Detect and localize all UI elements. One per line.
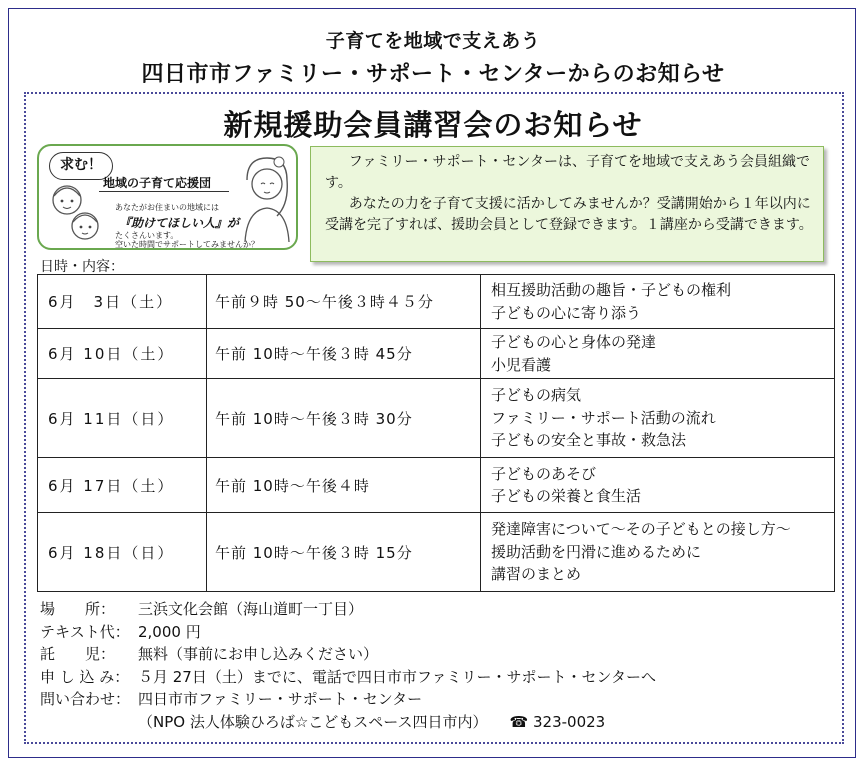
venue-row	[40, 598, 656, 621]
header-tagline: 子育てを地域で支えあう	[325, 30, 541, 52]
topic-cell	[481, 513, 835, 592]
contact-label: 問い合わせ：	[40, 690, 131, 708]
contact-org: 四日市市ファミリー・サポート・センター	[138, 690, 423, 708]
table-row	[38, 513, 835, 592]
contact-sub: （NPO 法人体験ひろば☆こどもスペース四日市内）	[138, 712, 488, 731]
date-cell: 6月 17日（土）	[38, 458, 207, 513]
info-paragraph-1: ファミリー・サポート・センターは、子育てを地域で支えあう会員組織です。	[325, 154, 810, 191]
childcare-label: 託 児：	[40, 645, 116, 663]
topic-line: 相互援助活動の趣旨・子どもの権利	[491, 281, 732, 299]
time-cell: 午前 10時～午後３時 15分	[207, 513, 481, 592]
time-cell: 午前 10時～午後３時 30分	[207, 379, 481, 458]
topic-line: 子どもの病気	[491, 386, 582, 405]
apply-value: ５月 27日（土）までに、電話で四日市市ファミリー・サポート・センターへ	[138, 667, 656, 686]
table-row	[38, 329, 835, 379]
info-box	[310, 146, 824, 262]
info-paragraph-2: あなたの力を子育て支援に活かしてみませんか？受講開始から１年以内に受講を完了すれば、援助会員として登録できます。１講座から受講できます。	[325, 196, 813, 233]
childcare-value: 無料（事前にお申し込みください）	[138, 645, 379, 663]
topic-line: 子どもの栄養と食生活	[491, 487, 642, 505]
speech-bubble: 求む！	[49, 152, 113, 180]
table-row	[38, 458, 835, 513]
schedule-table	[37, 274, 835, 592]
topic-line: 子どもの安全と事故・救急法	[491, 431, 687, 450]
topic-line: 子どもの心と身体の発達	[491, 333, 657, 351]
text-fee-value: 2,000 円	[138, 622, 201, 641]
heading-underline	[99, 191, 229, 192]
time-cell: 午前 10時～午後４時	[207, 458, 481, 513]
venue-label: 場 所：	[40, 600, 116, 618]
contact-sub-row	[40, 711, 656, 734]
topic-line: ファミリー・サポート活動の流れ	[491, 408, 716, 427]
table-row	[38, 275, 835, 329]
date-cell: 6月 11日（日）	[38, 379, 207, 458]
text-fee-row	[40, 621, 656, 644]
topic-line: 講習のまとめ	[491, 565, 582, 584]
topic-cell	[481, 458, 835, 513]
parent-illustration-icon	[237, 154, 293, 244]
header-org-notice: 四日市市ファミリー・サポート・センターからのお知らせ	[141, 62, 725, 87]
topic-line: 子どものあそび	[491, 464, 597, 483]
date-cell: 6月 3日（土）	[38, 275, 207, 329]
childcare-row	[40, 643, 656, 666]
topic-line: 子どもの心に寄り添う	[491, 303, 642, 322]
event-details	[40, 598, 656, 733]
illustration-line-3: たくさんいます。	[115, 231, 179, 240]
time-cell: 午前 10時～午後３時 45分	[207, 329, 481, 379]
table-row	[38, 379, 835, 458]
illustration-heading: 地域の子育て応援団	[103, 176, 212, 190]
topic-cell	[481, 379, 835, 458]
illustration-line-1: あなたがお住まいの地域には	[115, 203, 219, 212]
children-illustration-icon	[45, 180, 107, 246]
topic-line: 小児看護	[491, 355, 552, 374]
date-cell: 6月 10日（土）	[38, 329, 207, 379]
date-cell: 6月 18日（日）	[38, 513, 207, 592]
apply-row	[40, 666, 656, 689]
phone-number: ☎ 323-0023	[509, 712, 606, 731]
topic-line: 発達障害について～その子どもとの接し方～	[491, 520, 791, 539]
page-title: 新規援助会員講習会のお知らせ	[223, 108, 643, 142]
schedule-label: 日時・内容：	[40, 259, 124, 275]
illustration-line-4: 空いた時間でサポートしてみませんか？	[115, 240, 259, 249]
apply-label: 申 し 込 み：	[40, 667, 130, 686]
topic-cell	[481, 329, 835, 379]
topic-line: 援助活動を円滑に進めるために	[491, 542, 702, 561]
text-fee-label: テキスト代：	[40, 622, 130, 641]
venue-value: 三浜文化会館（海山道町一丁目）	[138, 600, 364, 618]
contact-row	[40, 688, 656, 711]
topic-cell	[481, 275, 835, 329]
recruit-illustration	[37, 144, 298, 250]
time-cell: 午前９時 50～午後３時４５分	[207, 275, 481, 329]
illustration-line-2: 『助けてほしい人』が	[119, 216, 240, 230]
